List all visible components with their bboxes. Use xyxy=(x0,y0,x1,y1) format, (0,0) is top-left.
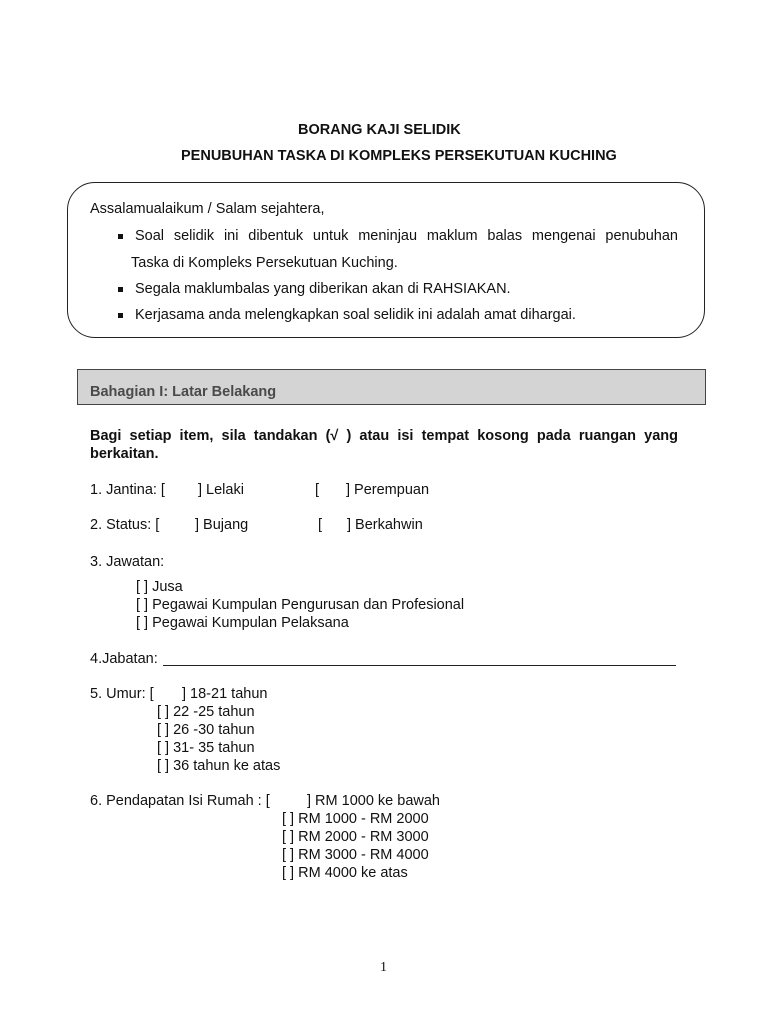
q6-option[interactable]: [ ] RM 3000 - RM 4000 xyxy=(282,847,429,863)
bullet-icon xyxy=(118,234,123,239)
bullet-icon xyxy=(118,287,123,292)
q3-option[interactable]: [ ] Jusa xyxy=(136,579,183,595)
intro-bullet-2: Segala maklumbalas yang diberikan akan di RAHSIAKAN. xyxy=(135,281,511,297)
greeting-text: Assalamualaikum / Salam sejahtera, xyxy=(90,201,325,217)
q6-label: 6. Pendapatan Isi Rumah : [ xyxy=(90,793,270,809)
q6-option[interactable]: [ ] RM 1000 - RM 2000 xyxy=(282,811,429,827)
q1-option-lelaki[interactable]: ] Lelaki xyxy=(198,482,244,498)
q2-option-bracket[interactable]: [ xyxy=(318,517,323,533)
q1-option-perempuan[interactable]: ] Perempuan xyxy=(346,482,430,498)
q2-label: 2. Status: [ xyxy=(90,517,160,533)
q5-option[interactable]: ] 18-21 tahun xyxy=(182,686,268,702)
q6-option[interactable]: ] RM 1000 ke bawah xyxy=(307,793,440,809)
form-title: BORANG KAJI SELIDIK xyxy=(298,122,461,138)
jabatan-input-line[interactable] xyxy=(163,650,676,666)
q2-option-berkahwin[interactable]: ] Berkahwin xyxy=(347,517,423,533)
q6-option[interactable]: [ ] RM 4000 ke atas xyxy=(282,865,408,881)
form-subtitle: PENUBUHAN TASKA DI KOMPLEKS PERSEKUTUAN KUCHING xyxy=(181,148,617,164)
q6-option[interactable]: [ ] RM 2000 - RM 3000 xyxy=(282,829,429,845)
q3-option[interactable]: [ ] Pegawai Kumpulan Pelaksana xyxy=(136,615,349,631)
q1-label: 1. Jantina: [ xyxy=(90,482,165,498)
section-title: Bahagian I: Latar Belakang xyxy=(90,384,277,400)
q5-option[interactable]: [ ] 26 -30 tahun xyxy=(157,722,255,738)
intro-bullet-3: Kerjasama anda melengkapkan soal selidik ini adalah amat dihargai. xyxy=(135,307,576,323)
bullet-icon xyxy=(118,313,123,318)
q5-option[interactable]: [ ] 36 tahun ke atas xyxy=(157,758,281,774)
q3-label: 3. Jawatan: xyxy=(90,554,165,570)
q1-option-bracket[interactable]: [ xyxy=(315,482,320,498)
q3-option[interactable]: [ ] Pegawai Kumpulan Pengurusan dan Profesional xyxy=(136,597,465,613)
q2-option-bujang[interactable]: ] Bujang xyxy=(195,517,249,533)
intro-bullet-1-line-2: Taska di Kompleks Persekutuan Kuching. xyxy=(131,255,398,271)
instruction-line-1: Bagi setiap item, sila tandakan (√ ) atau isi tempat kosong pada ruangan yang xyxy=(90,428,678,444)
q5-label: 5. Umur: [ xyxy=(90,686,154,702)
q4-label: 4.Jabatan: xyxy=(90,651,158,667)
instruction-line-2: berkaitan. xyxy=(90,446,159,462)
intro-bullet-1-line-1: Soal selidik ini dibentuk untuk meninjau maklum balas mengenai penubuhan xyxy=(135,228,678,244)
q5-option[interactable]: [ ] 22 -25 tahun xyxy=(157,704,255,720)
q5-option[interactable]: [ ] 31- 35 tahun xyxy=(157,740,255,756)
page-number: 1 xyxy=(380,960,387,975)
